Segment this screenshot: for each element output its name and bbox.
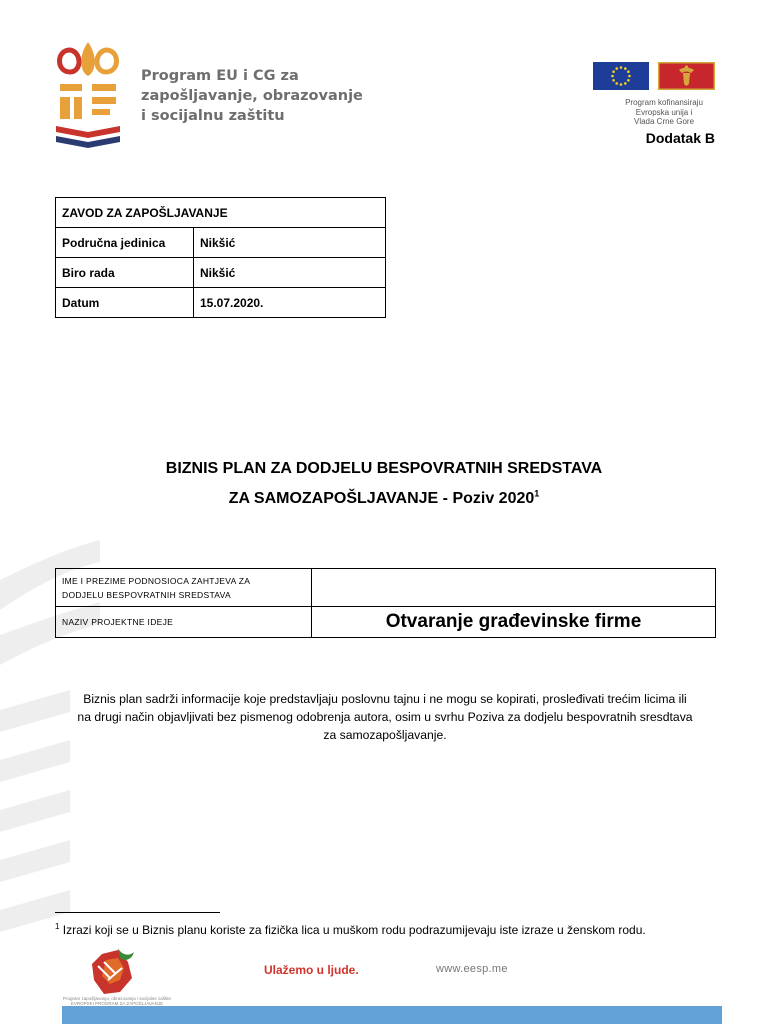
cofinancing-line: Evropska unija i <box>635 107 693 117</box>
eesp-caption <box>62 996 172 1006</box>
footer-website-link[interactable]: www.eesp.me <box>436 963 508 975</box>
title-line-1: BIZNIS PLAN ZA DODJELU BESPOVRATNIH SREDSTAVA <box>165 460 603 477</box>
program-logo-icon <box>52 42 124 148</box>
table-row <box>56 198 386 228</box>
applicant-name-field <box>312 569 716 607</box>
office-table-heading: ZAVOD ZA ZAPOŠLJAVANJE <box>56 198 386 228</box>
confidentiality-disclaimer <box>62 690 708 744</box>
footer-band <box>62 1006 722 1024</box>
montenegro-flag-icon <box>658 62 715 90</box>
table-row <box>56 228 386 258</box>
footnote-reference: 1 <box>534 488 540 499</box>
disclaimer-line: na drugi način objavljivati bez pismenog odobrenja autora, osim u svrhu Poziva za dodjelu bespovratnih sresdtava <box>77 710 693 724</box>
applicant-label-line: DODJELU BESPOVRATNIH SREDSTAVA <box>62 589 231 600</box>
office-table-label: Područna jedinica <box>56 228 194 258</box>
applicant-label <box>56 569 312 607</box>
title-line-2-text: ZA SAMOZAPOŠLJAVANJE - Poziv 2020 <box>228 490 535 507</box>
footnote-number: 1 <box>55 922 60 931</box>
table-row <box>56 607 716 638</box>
table-row <box>56 258 386 288</box>
office-table-label: Biro rada <box>56 258 194 288</box>
program-title <box>141 66 371 126</box>
eu-flag-icon <box>593 62 649 90</box>
program-title-line: i socijalnu zaštitu <box>141 108 285 124</box>
footer-slogan: Ulažemo u ljude. <box>264 963 359 977</box>
table-row <box>56 288 386 318</box>
office-info-table <box>55 197 386 318</box>
program-title-line: Program EU i CG za <box>141 68 299 84</box>
table-row <box>56 569 716 607</box>
cofinancing-line: Vlada Crne Gore <box>633 117 695 126</box>
attachment-label: Dodatak B <box>645 130 715 146</box>
cofinancing-line: Program kofinansiraju <box>625 98 703 107</box>
idea-label <box>56 607 312 638</box>
applicant-label-line: IME I PREZIME PODNOSIOCA ZAHTJEVA ZA <box>62 575 251 586</box>
office-table-value: Nikšić <box>194 258 386 288</box>
office-table-value: Nikšić <box>194 228 386 258</box>
idea-label-text: NAZIV PROJEKTNE IDEJE <box>62 616 174 627</box>
cofinancing-note <box>608 98 720 127</box>
footnote <box>55 922 715 938</box>
program-title-line: zapošljavanje, obrazovanje <box>141 88 363 104</box>
footnote-text: Izrazi koji se u Biznis planu koriste za fizička lica u muškom rodu podrazumijevaju iste izraze u ženskom rodu. <box>59 923 646 937</box>
project-idea-value: Otvaranje građevinske firme <box>312 607 716 638</box>
office-table-label: Datum <box>56 288 194 318</box>
eesp-logo-icon <box>88 948 138 996</box>
eesp-caption-line: Program zapošljavanja, obrazovanja i socijalne zaštite <box>62 996 172 1001</box>
document-title <box>0 454 768 514</box>
office-table-value: 15.07.2020. <box>194 288 386 318</box>
project-idea-table <box>55 568 716 638</box>
disclaimer-line: za samozapošljavanje. <box>323 728 447 742</box>
footnote-divider <box>55 912 220 913</box>
eesp-caption-line: EVROPSKI PROGRAM ZA ZAPOŠLJAVANJE <box>70 1001 164 1006</box>
disclaimer-line: Biznis plan sadrži informacije koje predstavljaju poslovnu tajnu i ne mogu se kopirati, prosleđivati trećim licima ili <box>83 692 687 706</box>
title-line-2 <box>0 484 768 514</box>
